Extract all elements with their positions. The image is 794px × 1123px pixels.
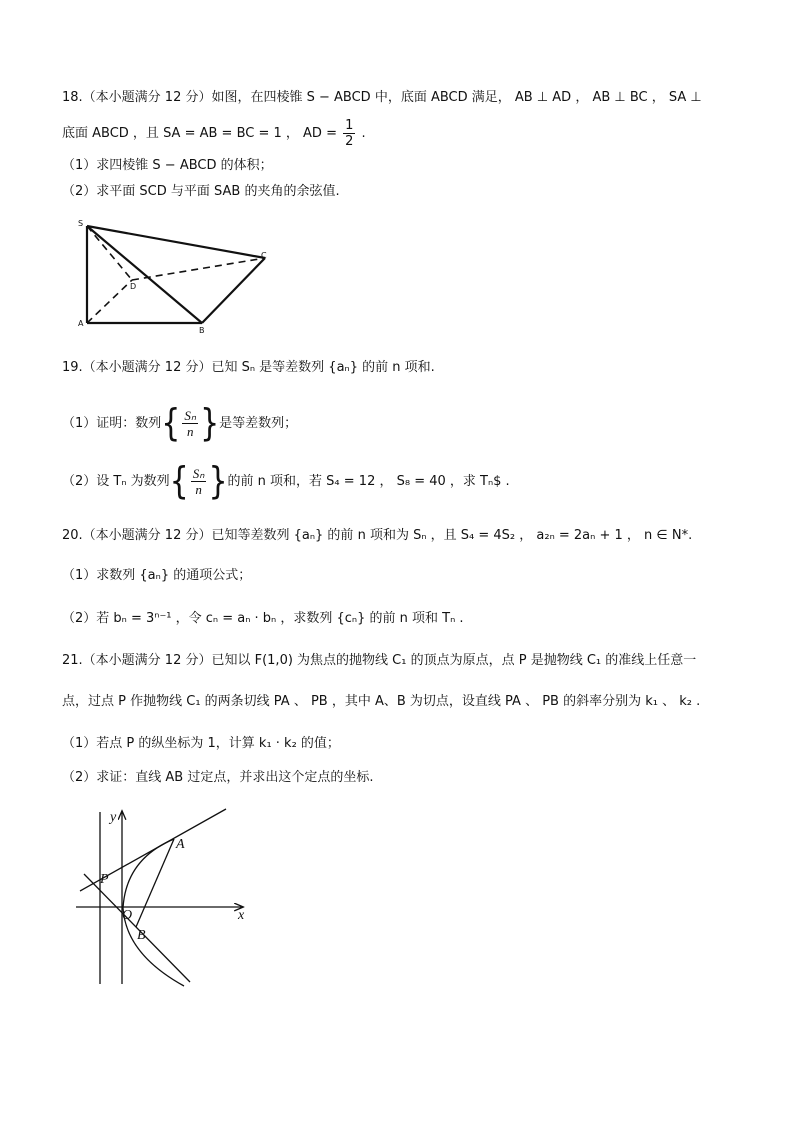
q19-fraction-numerator: Sₙ <box>184 408 197 423</box>
q19-part2-fraction-numerator: Sₙ <box>192 466 205 481</box>
label-a: A <box>78 319 84 328</box>
q19-part2: （2）设 Tₙ 为数列{ $\frac{\text{Sₙ}}{n}$ }的前 n 项和，若 S₄ = 12 ， S₈ = 40 ，求 Tₙ$ . <box>62 459 510 503</box>
q21-stem-line2: 点，过点 P 作抛物线 C₁ 的两条切线 PA 、 PB ，其中 A、B 为切点，设直线 PA 、 PB 的斜率分别为 k₁ 、 k₂ . <box>62 694 701 709</box>
label-c: C <box>261 251 267 260</box>
q21-part2: （2）求证：直线 AB 过定点，并求出这个定点的坐标. <box>62 770 374 785</box>
edge-sb <box>87 226 202 323</box>
q21-part1: （1）若点 P 的纵坐标为 1，计算 k₁ · k₂ 的值； <box>62 736 340 751</box>
q18-part2: （2）求平面 SCD 与平面 SAB 的夹角的余弦值. <box>62 184 340 199</box>
label-y: y <box>110 810 117 825</box>
q19-part2-end: 的前 n 项和，若 S₄ = 12 ， S₈ = 40 ，求 Tₙ$ . <box>227 474 510 489</box>
q18-fraction-numerator: 1 <box>345 118 354 133</box>
q18-pyramid-figure <box>70 215 280 335</box>
q19-part2-text: （2）设 Tₙ 为数列 <box>62 474 170 489</box>
q21-parabola-figure <box>70 806 255 988</box>
label-b: B <box>199 326 205 335</box>
edge-sd-hidden <box>87 226 132 280</box>
q19-part1-fraction <box>182 408 198 439</box>
q21-stem-line1: 21.（本小题满分 12 分）已知以 F(1,0) 为焦点的抛物线 C₁ 的顶点为原点，点 P 是抛物线 C₁ 的准线上任意一 <box>62 653 697 668</box>
q20-stem: 20.（本小题满分 12 分）已知等差数列 {aₙ} 的前 n 项和为 Sₙ ，且 S₄ = 4S₂ ， a₂ₙ = 2aₙ + 1 ， n ∈ N*. <box>62 528 693 543</box>
q19-stem: 19.（本小题满分 12 分）已知 Sₙ 是等差数列 {aₙ} 的前 n 项和. <box>62 360 435 375</box>
q19-part2-fraction <box>191 466 207 497</box>
label-b: B <box>137 928 146 943</box>
q18-stem-line1: 18.（本小题满分 12 分）如图，在四棱锥 S − ABCD 中，底面 ABCD 满足， AB ⊥ AD ， AB ⊥ BC ， SA ⊥ <box>62 90 702 105</box>
label-d: D <box>130 282 137 291</box>
label-a: A <box>176 837 185 852</box>
q18-fraction <box>343 118 355 149</box>
edge-dc-hidden <box>132 258 265 280</box>
q19-part1-text: （1）证明：数列 <box>62 416 162 431</box>
edge-bc <box>202 258 265 323</box>
edge-sc <box>87 226 265 258</box>
q18-stem-line2-end: . <box>361 126 366 141</box>
q18-stem-line2-text: 底面 ABCD ，且 SA = AB = BC = 1 ， AD = <box>62 126 337 141</box>
edge-ad-hidden <box>87 280 132 323</box>
q18-stem-line2 <box>62 118 366 149</box>
q20-part2: （2）若 bₙ = 3ⁿ⁻¹ ，令 cₙ = aₙ · bₙ ，求数列 {cₙ} 的前 n 项和 Tₙ . <box>62 611 464 626</box>
q18-part1: （1）求四棱锥 S − ABCD 的体积； <box>62 158 273 173</box>
q19-fraction-denominator: n <box>186 424 194 439</box>
chord-ab <box>136 839 174 927</box>
label-p: P <box>100 872 109 887</box>
label-s: S <box>78 219 84 228</box>
q19-part1: （1）证明：数列{ $\frac{\text{Sₙ}}{n}$ }是等差数列； <box>62 401 298 445</box>
q19-part1-end: 是等差数列； <box>219 416 298 431</box>
label-o: O <box>122 908 133 923</box>
label-x: x <box>238 908 245 923</box>
q19-part2-fraction-denominator: n <box>195 482 202 497</box>
q18-fraction-denominator: 2 <box>345 134 354 149</box>
q20-part1: （1）求数列 {aₙ} 的通项公式； <box>62 568 252 583</box>
